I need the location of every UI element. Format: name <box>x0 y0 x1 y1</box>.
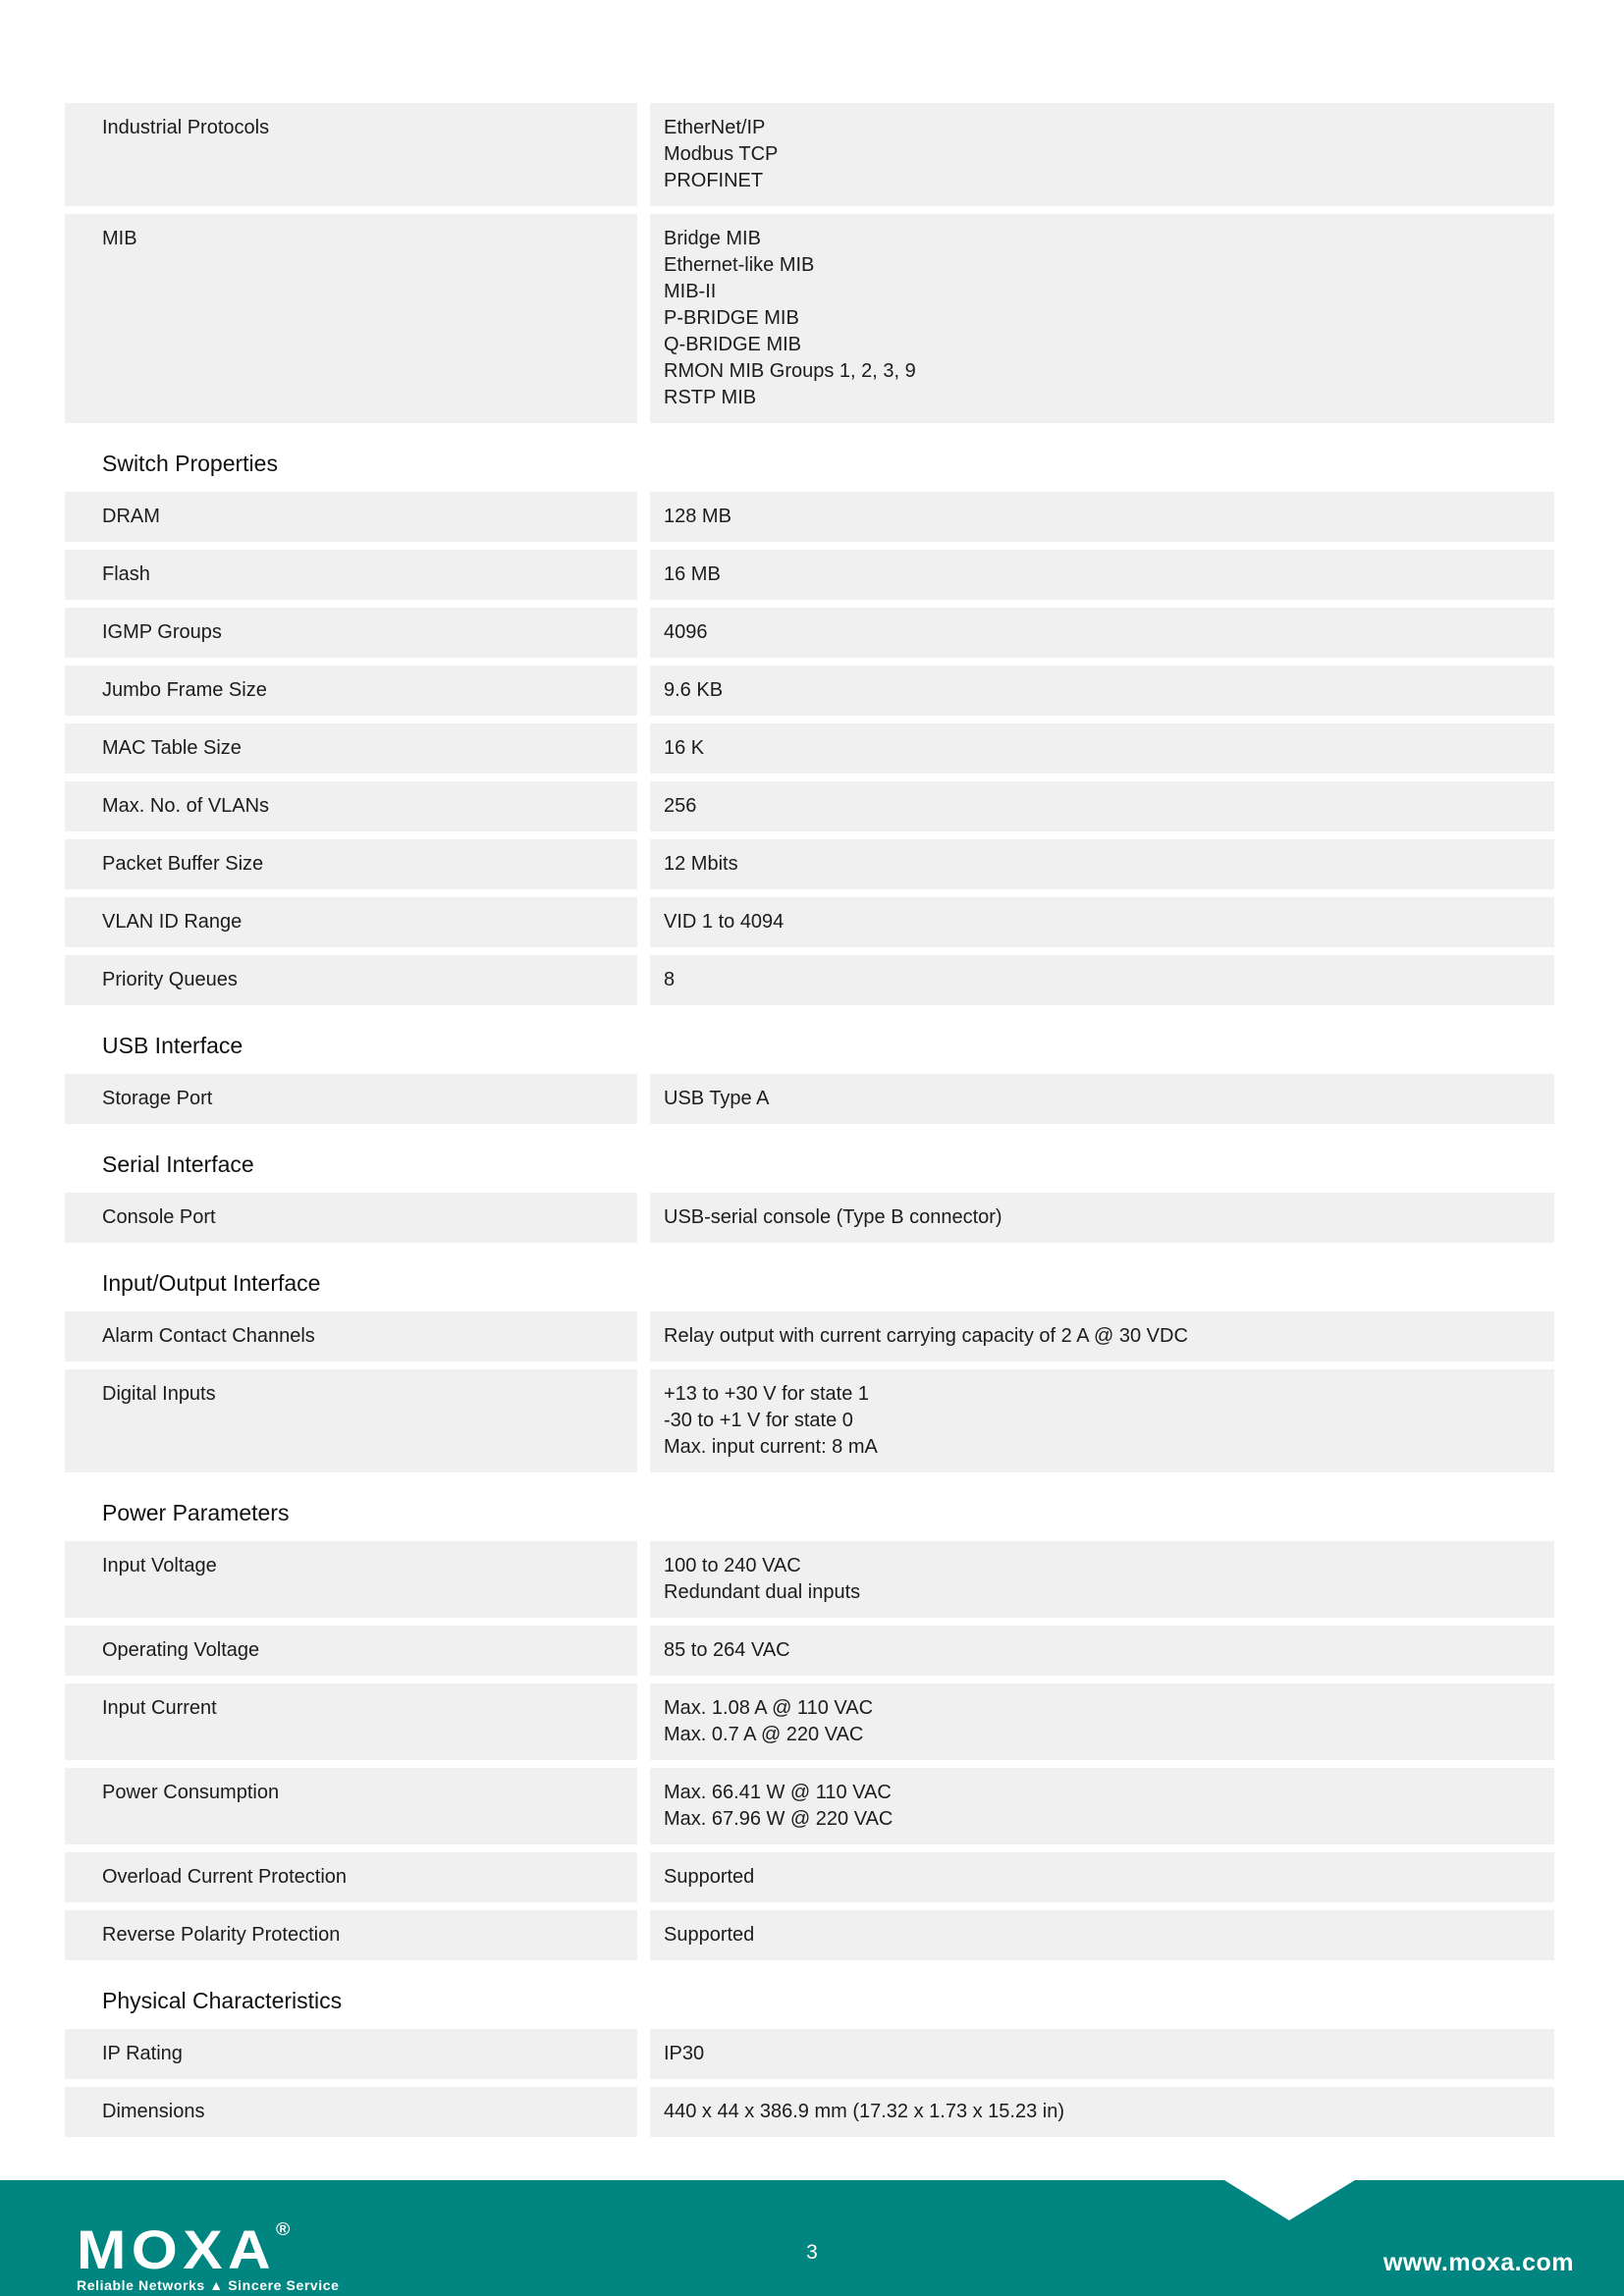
spec-row <box>65 214 1554 423</box>
section-rows <box>65 1541 1554 1960</box>
spec-label: Packet Buffer Size <box>65 839 637 889</box>
spec-value-line: 256 <box>664 795 697 817</box>
spec-value-line: Modbus TCP <box>664 143 779 165</box>
spec-value-line: P-BRIDGE MIB <box>664 307 799 329</box>
section-title: Power Parameters <box>102 1500 290 1525</box>
spec-value-line: Supported <box>664 1866 755 1888</box>
spec-row <box>65 1626 1554 1676</box>
spec-value <box>650 550 1554 600</box>
spec-row <box>65 1311 1554 1362</box>
spec-value <box>650 839 1554 889</box>
spec-row <box>65 2087 1554 2137</box>
section-rows <box>65 1193 1554 1243</box>
spec-value-line: RSTP MIB <box>664 387 757 408</box>
moxa-tagline: Reliable Networks ▲ Sincere Service <box>77 2277 340 2293</box>
spec-value-line: RMON MIB Groups 1, 2, 3, 9 <box>664 360 916 382</box>
spec-row <box>65 492 1554 542</box>
spec-value <box>650 1541 1554 1618</box>
spec-value <box>650 1768 1554 1844</box>
spec-row <box>65 1074 1554 1124</box>
spec-value <box>650 1683 1554 1760</box>
spec-value-line: Max. 0.7 A @ 220 VAC <box>664 1724 864 1745</box>
page-footer <box>0 2180 1624 2296</box>
spec-value-line: +13 to +30 V for state 1 <box>664 1383 870 1405</box>
moxa-logo <box>77 2204 340 2293</box>
spec-row <box>65 608 1554 658</box>
spec-row <box>65 666 1554 716</box>
spec-value <box>650 1369 1554 1472</box>
spec-value <box>650 1311 1554 1362</box>
spec-value <box>650 666 1554 716</box>
spec-section <box>65 1269 1554 1472</box>
spec-label: Reverse Polarity Protection <box>65 1910 637 1960</box>
spec-value-line: Relay output with current carrying capacity of 2 A @ 30 VDC <box>664 1325 1188 1347</box>
spec-value-line: PROFINET <box>664 170 764 191</box>
section-rows <box>65 1074 1554 1124</box>
spec-label: Input Current <box>65 1683 637 1760</box>
spec-value-line: Redundant dual inputs <box>664 1581 861 1603</box>
spec-value-line: IP30 <box>664 2043 705 2064</box>
footer-notch-triangle <box>1224 2180 1355 2220</box>
spec-value-line: 12 Mbits <box>664 853 738 875</box>
spec-value-line: USB Type A <box>664 1088 770 1109</box>
spec-value <box>650 1193 1554 1243</box>
section-title: Switch Properties <box>102 451 278 476</box>
spec-label: Power Consumption <box>65 1768 637 1844</box>
spec-label: Dimensions <box>65 2087 637 2137</box>
spec-value <box>650 1852 1554 1902</box>
spec-value <box>650 2087 1554 2137</box>
spec-value <box>650 781 1554 831</box>
spec-label: Storage Port <box>65 1074 637 1124</box>
spec-section <box>65 450 1554 1005</box>
spec-row <box>65 1369 1554 1472</box>
spec-value-line: USB-serial console (Type B connector) <box>664 1206 1002 1228</box>
spec-value-line: Max. input current: 8 mA <box>664 1436 878 1458</box>
spec-value-line: 16 K <box>664 737 705 759</box>
spec-row <box>65 550 1554 600</box>
spec-value-line: 85 to 264 VAC <box>664 1639 790 1661</box>
spec-value-line: 8 <box>664 969 676 990</box>
footer-website-link[interactable]: www.moxa.com <box>1382 2249 1574 2276</box>
spec-row <box>65 2029 1554 2079</box>
section-rows <box>65 1311 1554 1472</box>
spec-label: Input Voltage <box>65 1541 637 1618</box>
spec-section <box>65 1987 1554 2137</box>
spec-label: Industrial Protocols <box>65 103 637 206</box>
spec-value-line: 9.6 KB <box>664 679 724 701</box>
spec-row <box>65 1541 1554 1618</box>
spec-row <box>65 1193 1554 1243</box>
spec-value <box>650 103 1554 206</box>
spec-value <box>650 1626 1554 1676</box>
spec-label: Flash <box>65 550 637 600</box>
spec-value-line: 440 x 44 x 386.9 mm (17.32 x 1.73 x 15.23 in) <box>664 2101 1065 2122</box>
spec-value-line: Supported <box>664 1924 755 1946</box>
spec-value <box>650 955 1554 1005</box>
spec-value-line: 16 MB <box>664 563 721 585</box>
section-title: Physical Characteristics <box>102 1988 343 2013</box>
section-rows <box>65 492 1554 1005</box>
spec-value-line: Q-BRIDGE MIB <box>664 334 802 355</box>
spec-label: Jumbo Frame Size <box>65 666 637 716</box>
spec-value <box>650 1074 1554 1124</box>
spec-section <box>65 1499 1554 1960</box>
section-rows <box>65 2029 1554 2137</box>
spec-row <box>65 1683 1554 1760</box>
spec-label: Max. No. of VLANs <box>65 781 637 831</box>
spec-value <box>650 492 1554 542</box>
spec-label: Priority Queues <box>65 955 637 1005</box>
spec-value-line: 128 MB <box>664 506 731 527</box>
spec-value-line: Max. 66.41 W @ 110 VAC <box>664 1782 892 1803</box>
spec-label: MAC Table Size <box>65 723 637 774</box>
spec-value-line: EtherNet/IP <box>664 117 766 138</box>
spec-section <box>65 1032 1554 1124</box>
spec-label: Console Port <box>65 1193 637 1243</box>
spec-section <box>65 103 1554 423</box>
spec-label: Overload Current Protection <box>65 1852 637 1902</box>
section-title: Serial Interface <box>102 1151 254 1177</box>
spec-value <box>650 2029 1554 2079</box>
spec-value-line: MIB-II <box>664 281 717 302</box>
spec-label: Alarm Contact Channels <box>65 1311 637 1362</box>
spec-row <box>65 1768 1554 1844</box>
spec-row <box>65 955 1554 1005</box>
spec-value-line: 4096 <box>664 621 708 643</box>
spec-value <box>650 723 1554 774</box>
spec-value <box>650 897 1554 947</box>
spec-table <box>65 103 1554 2145</box>
section-rows <box>65 103 1554 423</box>
page-number: 3 <box>806 2241 818 2264</box>
spec-value-line: -30 to +1 V for state 0 <box>664 1410 853 1431</box>
spec-value-line: Max. 1.08 A @ 110 VAC <box>664 1697 874 1719</box>
spec-row <box>65 1852 1554 1902</box>
spec-section <box>65 1150 1554 1243</box>
spec-value-line: Bridge MIB <box>664 228 761 249</box>
spec-label: VLAN ID Range <box>65 897 637 947</box>
spec-row <box>65 723 1554 774</box>
spec-label: MIB <box>65 214 637 423</box>
spec-value-line: VID 1 to 4094 <box>664 911 785 933</box>
registered-trademark-mark: ® <box>276 2219 291 2239</box>
spec-row <box>65 839 1554 889</box>
spec-value-line: Max. 67.96 W @ 220 VAC <box>664 1808 893 1830</box>
spec-value-line: Ethernet-like MIB <box>664 254 815 276</box>
spec-value-line: 100 to 240 VAC <box>664 1555 801 1576</box>
spec-row <box>65 103 1554 206</box>
moxa-logo-text: MOXA <box>77 2218 277 2280</box>
spec-row <box>65 1910 1554 1960</box>
moxa-logo-wordmark <box>77 2204 360 2280</box>
spec-value <box>650 1910 1554 1960</box>
spec-label: IP Rating <box>65 2029 637 2079</box>
spec-label: DRAM <box>65 492 637 542</box>
spec-label: Operating Voltage <box>65 1626 637 1676</box>
spec-label: IGMP Groups <box>65 608 637 658</box>
spec-label: Digital Inputs <box>65 1369 637 1472</box>
spec-value <box>650 214 1554 423</box>
spec-row <box>65 781 1554 831</box>
section-title: Input/Output Interface <box>102 1270 321 1296</box>
spec-row <box>65 897 1554 947</box>
spec-value <box>650 608 1554 658</box>
section-title: USB Interface <box>102 1033 244 1058</box>
